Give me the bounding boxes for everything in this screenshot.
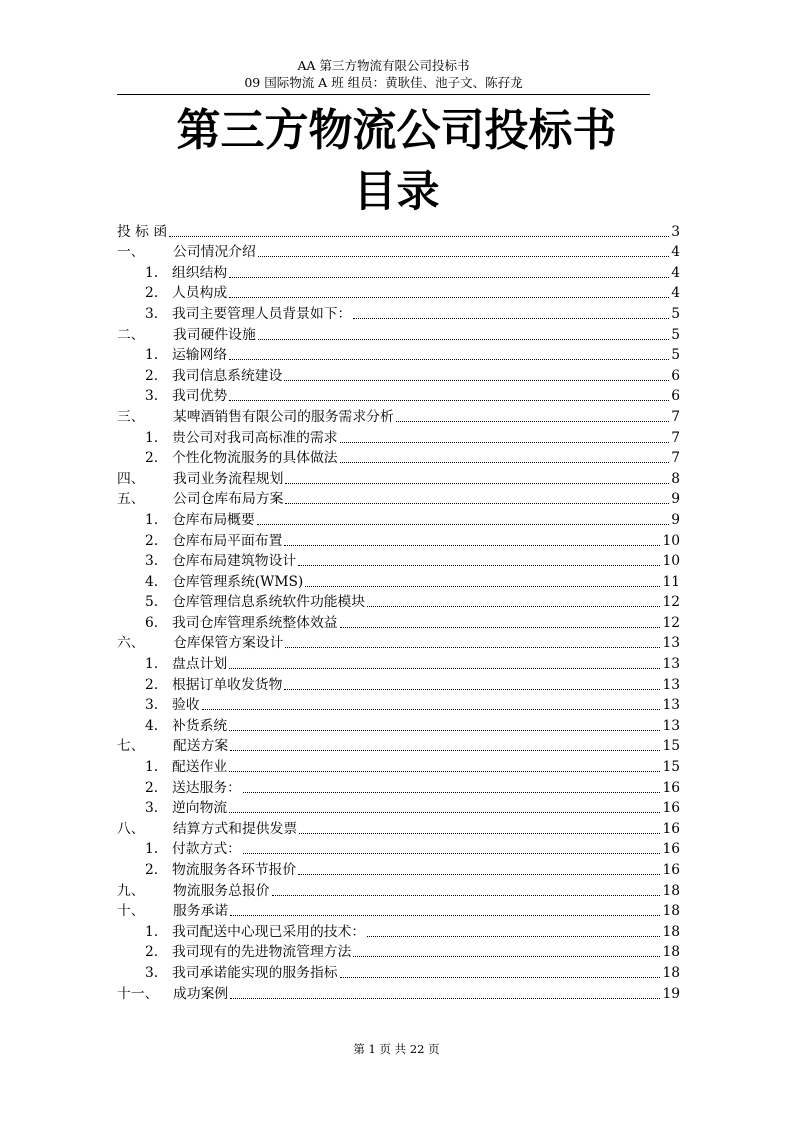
toc-entry[interactable]	[117, 633, 680, 654]
toc-entry[interactable]	[117, 365, 680, 386]
toc-entry[interactable]	[117, 571, 680, 592]
toc-entry[interactable]	[117, 715, 680, 736]
toc-entry-number: 1.	[145, 656, 159, 673]
toc-entry-number: 六、	[117, 635, 145, 652]
toc-entry[interactable]	[117, 859, 680, 880]
toc-dot-leader	[396, 406, 669, 422]
toc-entry-number: 1.	[145, 347, 159, 364]
toc-entry-page: 15	[662, 738, 680, 755]
toc-entry-page: 4	[671, 244, 680, 261]
toc-entry-page: 15	[662, 759, 680, 776]
toc-entry[interactable]	[117, 736, 680, 757]
toc-entry-title: 公司仓库布局方案	[173, 491, 284, 508]
toc-dot-leader	[298, 550, 660, 566]
toc-entry-title: 仓库布局建筑物设计	[172, 553, 297, 570]
toc-entry-title: 贵公司对我司高标准的需求	[172, 429, 338, 446]
toc-entry[interactable]	[117, 303, 680, 324]
toc-entry-page: 13	[662, 676, 680, 693]
toc-entry-page: 10	[662, 553, 680, 570]
toc-entry-number: 1.	[145, 429, 159, 446]
toc-entry-title: 物流服务各环节报价	[172, 862, 297, 878]
toc-entry-number: 九、	[117, 882, 145, 899]
toc-dot-leader	[258, 241, 669, 257]
toc-dot-leader	[285, 468, 669, 484]
toc-entry[interactable]	[117, 880, 680, 901]
toc-entry-title: 某啤酒销售有限公司的服务需求分析	[173, 408, 394, 425]
toc-entry-number: 3.	[145, 388, 159, 405]
toc-dot-leader	[299, 818, 660, 834]
toc-dot-leader	[284, 530, 660, 546]
toc-entry-number: 1.	[145, 511, 159, 528]
toc-entry[interactable]	[117, 695, 680, 716]
toc-entry[interactable]	[117, 509, 680, 530]
toc-entry[interactable]	[117, 427, 680, 448]
toc-entry-number: 五、	[117, 491, 145, 508]
toc-entry-page: 5	[671, 326, 680, 343]
toc-entry[interactable]	[117, 221, 680, 242]
toc-entry-number: 3.	[145, 697, 159, 714]
toc-entry-page: 18	[662, 903, 680, 920]
toc-dot-leader	[284, 674, 660, 690]
toc-dot-leader	[340, 427, 670, 443]
toc-entry-number: 2.	[145, 676, 159, 693]
toc-entry-title: 我司硬件设施	[173, 326, 256, 343]
toc-entry-page: 7	[671, 450, 680, 467]
toc-entry-page: 11	[662, 573, 680, 590]
toc-entry-page: 5	[671, 305, 680, 322]
page-footer: 第 1 页 共 22 页	[353, 1042, 440, 1056]
toc-entry-page: 4	[671, 264, 680, 281]
toc-entry-number: 三、	[117, 408, 145, 425]
toc-entry[interactable]	[117, 468, 680, 489]
toc-entry-number: 3.	[145, 800, 159, 817]
toc-entry-page: 8	[671, 470, 680, 487]
toc-entry-title: 人员构成	[172, 285, 228, 302]
toc-dot-leader	[202, 694, 661, 710]
toc-entry[interactable]	[117, 798, 680, 819]
toc-dot-leader	[298, 859, 660, 875]
toc-heading: 目录	[353, 167, 440, 217]
toc-dot-leader	[258, 324, 669, 340]
header-company-line: AA 第三方物流有限公司投标书	[297, 58, 470, 73]
toc-entry-title: 验收	[172, 697, 200, 714]
toc-entry[interactable]	[117, 756, 680, 777]
toc-entry-page: 7	[671, 408, 680, 425]
toc-entry-title: 服务承诺	[173, 903, 229, 920]
toc-entry-title: 我司承诺能实现的服务指标	[172, 964, 338, 981]
toc-dot-leader	[230, 983, 660, 999]
toc-entry-number: 2.	[145, 779, 159, 796]
toc-entry-page: 18	[662, 882, 680, 899]
toc-entry-title: 配送作业	[172, 759, 228, 776]
toc-dot-leader	[243, 838, 660, 854]
toc-entry-page: 5	[671, 347, 680, 364]
toc-entry-title: 仓库管理系统(WMS)	[172, 573, 304, 590]
toc-entry[interactable]	[117, 489, 680, 510]
toc-entry-page: 13	[662, 717, 680, 734]
toc-entry-title: 仓库保管方案设计	[173, 635, 284, 652]
toc-dot-leader	[272, 880, 661, 896]
toc-dot-leader	[229, 797, 660, 813]
toc-entry-title: 送达服务：	[172, 779, 241, 796]
toc-entry-title: 组织结构	[172, 264, 228, 281]
toc-dot-leader	[243, 777, 660, 793]
toc-entry[interactable]	[117, 345, 680, 366]
toc-entry-title: 结算方式和提供发票	[173, 820, 298, 837]
toc-entry-page: 12	[662, 614, 680, 631]
toc-entry-title: 物流服务总报价	[173, 882, 270, 899]
toc-entry-number: 十、	[117, 903, 145, 920]
toc-entry[interactable]	[117, 262, 680, 283]
toc-entry[interactable]	[117, 530, 680, 551]
toc-entry[interactable]	[117, 283, 680, 304]
toc-entry-number: 1.	[145, 759, 159, 776]
toc-dot-leader	[367, 921, 660, 937]
toc-entry-title: 运输网络	[172, 347, 228, 364]
toc-entry[interactable]	[117, 839, 680, 860]
toc-entry[interactable]	[117, 592, 680, 613]
toc-entry-page: 6	[671, 388, 680, 405]
toc-entry[interactable]	[117, 653, 680, 674]
toc-entry-number: 2.	[145, 532, 159, 549]
toc-entry[interactable]	[117, 942, 680, 963]
toc-entry-title: 仓库管理信息系统软件功能模块	[172, 594, 366, 611]
toc-entry-number: 4.	[145, 717, 159, 734]
toc-entry[interactable]	[117, 551, 680, 572]
toc-entry-number: 6.	[145, 614, 159, 631]
toc-entry-title: 逆向物流	[172, 800, 228, 817]
toc-entry-number: 2.	[145, 367, 159, 384]
toc-entry-number: 七、	[117, 738, 145, 755]
toc-entry-number: 3.	[145, 305, 159, 322]
toc-entry-page: 16	[662, 800, 680, 817]
header-rule	[117, 94, 650, 95]
toc-dot-leader	[229, 344, 669, 360]
toc-dot-leader	[229, 715, 660, 731]
toc-entry-page: 16	[662, 862, 680, 878]
page-header	[117, 57, 650, 91]
toc-dot-leader	[284, 365, 669, 381]
toc-entry-title: 仓库布局平面布置	[172, 532, 283, 549]
toc-entry-page: 18	[662, 944, 680, 961]
toc-entry-number: 1.	[145, 841, 159, 858]
toc-dot-leader	[285, 488, 669, 504]
table-of-contents	[117, 221, 680, 1004]
toc-entry-page: 16	[662, 779, 680, 796]
toc-entry[interactable]	[117, 983, 680, 1004]
toc-dot-leader	[230, 735, 660, 751]
header-group-line: 09 国际物流 A 班 组员：黄耿佳、池子文、陈孖龙	[244, 75, 523, 90]
toc-entry[interactable]	[117, 324, 680, 345]
toc-entry-page: 4	[671, 285, 680, 302]
toc-entry-title: 根据订单收发货物	[172, 676, 283, 693]
toc-dot-leader	[257, 509, 669, 525]
toc-entry[interactable]	[117, 818, 680, 839]
toc-entry-title: 投 标 函	[117, 223, 168, 240]
toc-entry-number: 四、	[117, 470, 145, 487]
toc-entry-title: 我司主要管理人员背景如下：	[172, 305, 352, 322]
toc-entry-title: 我司现有的先进物流管理方法	[172, 944, 352, 961]
toc-dot-leader	[229, 262, 669, 278]
toc-entry[interactable]	[117, 674, 680, 695]
toc-dot-leader	[229, 282, 669, 298]
toc-dot-leader	[169, 221, 669, 237]
toc-entry-title: 公司情况介绍	[173, 244, 256, 261]
toc-entry-page: 13	[662, 635, 680, 652]
toc-entry[interactable]	[117, 448, 680, 469]
toc-entry-number: 2.	[145, 285, 159, 302]
toc-entry-title: 盘点计划	[172, 656, 228, 673]
toc-entry[interactable]	[117, 242, 680, 263]
toc-dot-leader	[305, 571, 660, 587]
toc-entry[interactable]	[117, 901, 680, 922]
toc-entry-number: 2.	[145, 944, 159, 961]
toc-entry[interactable]	[117, 921, 680, 942]
toc-entry-number: 4.	[145, 573, 159, 590]
toc-entry-number: 十一、	[117, 985, 159, 1002]
toc-dot-leader	[285, 632, 660, 648]
toc-entry-number: 一、	[117, 244, 145, 261]
toc-entry-page: 9	[671, 491, 680, 508]
toc-entry-page: 16	[662, 820, 680, 837]
toc-entry-title: 付款方式：	[172, 841, 241, 858]
toc-entry-page: 18	[662, 964, 680, 981]
toc-entry-page: 12	[662, 594, 680, 611]
toc-entry-page: 10	[662, 532, 680, 549]
toc-dot-leader	[353, 941, 660, 957]
toc-entry-title: 我司仓库管理系统整体效益	[172, 614, 338, 631]
toc-entry-page: 3	[671, 223, 680, 240]
toc-dot-leader	[229, 756, 660, 772]
toc-entry-page: 13	[662, 697, 680, 714]
toc-dot-leader	[367, 591, 660, 607]
toc-entry-number: 1.	[145, 923, 159, 940]
toc-entry-title: 仓库布局概要	[172, 511, 255, 528]
toc-dot-leader	[340, 447, 670, 463]
toc-entry-number: 2.	[145, 862, 159, 878]
toc-dot-leader	[229, 653, 660, 669]
toc-dot-leader	[230, 900, 660, 916]
toc-entry[interactable]	[117, 406, 680, 427]
toc-entry-page: 6	[671, 367, 680, 384]
toc-entry[interactable]	[117, 386, 680, 407]
toc-dot-leader	[340, 962, 661, 978]
toc-dot-leader	[229, 385, 669, 401]
toc-entry-title: 配送方案	[173, 738, 229, 755]
toc-entry-page: 9	[671, 511, 680, 528]
toc-entry-page: 19	[662, 985, 680, 1002]
toc-entry[interactable]	[117, 612, 680, 633]
toc-entry-title: 我司配送中心现已采用的技术：	[172, 923, 366, 940]
toc-entry[interactable]	[117, 962, 680, 983]
toc-entry[interactable]	[117, 777, 680, 798]
toc-entry-title: 我司信息系统建设	[172, 367, 283, 384]
toc-entry-title: 个性化物流服务的具体做法	[172, 450, 338, 467]
toc-entry-title: 我司业务流程规划	[173, 470, 284, 487]
toc-dot-leader	[340, 612, 661, 628]
toc-entry-number: 5.	[145, 594, 159, 611]
document-title: 第三方物流公司投标书	[176, 105, 617, 156]
toc-entry-page: 13	[662, 656, 680, 673]
toc-entry-page: 16	[662, 841, 680, 858]
toc-entry-title: 成功案例	[173, 985, 229, 1002]
toc-entry-title: 我司优势	[172, 388, 228, 405]
toc-entry-number: 3.	[145, 553, 159, 570]
toc-entry-number: 二、	[117, 326, 145, 343]
toc-dot-leader	[353, 303, 669, 319]
toc-entry-number: 1.	[145, 264, 159, 281]
toc-entry-number: 八、	[117, 820, 145, 837]
toc-entry-title: 补货系统	[172, 717, 228, 734]
toc-entry-number: 2.	[145, 450, 159, 467]
toc-entry-number: 3.	[145, 964, 159, 981]
toc-entry-page: 7	[671, 429, 680, 446]
toc-entry-page: 18	[662, 923, 680, 940]
